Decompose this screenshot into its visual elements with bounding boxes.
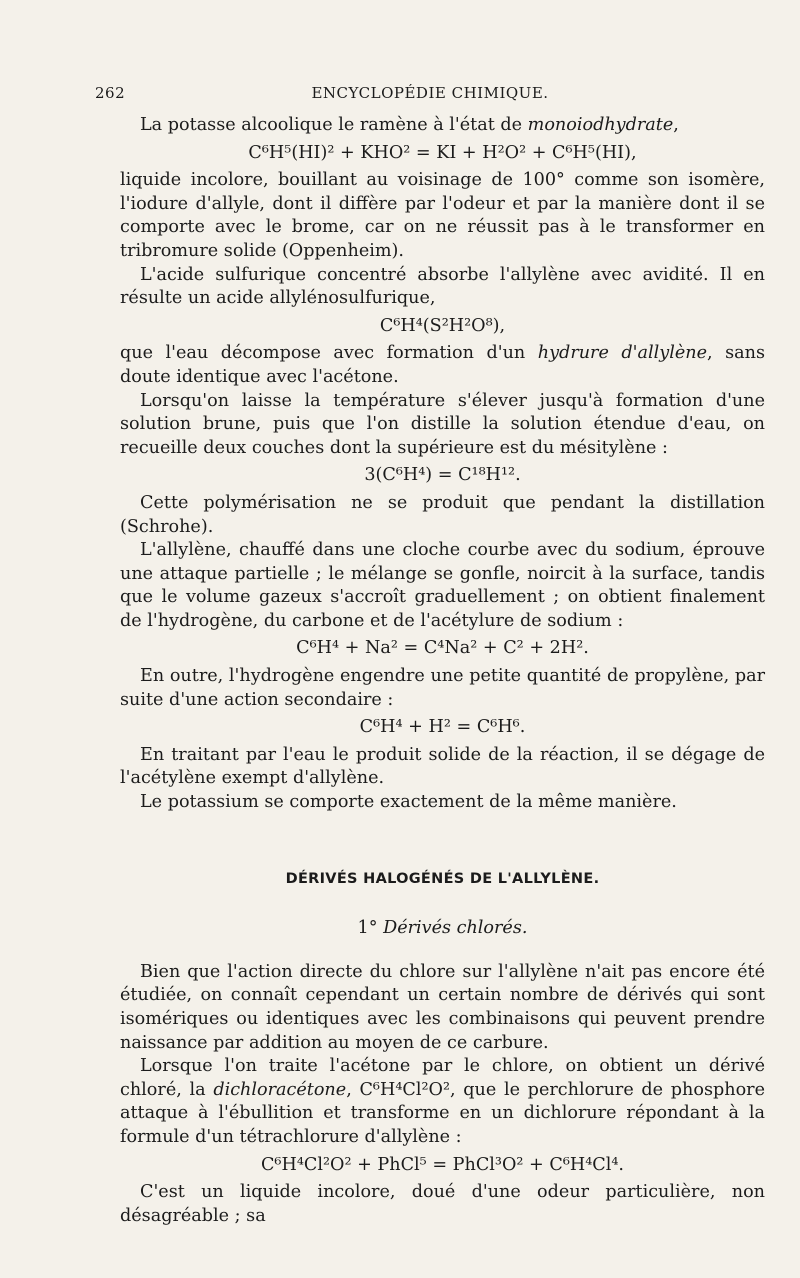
text-run: La potasse alcoolique le ramène à l'état de xyxy=(140,115,528,135)
chemical-formula: C⁶H⁴(S²H²O⁸), xyxy=(379,315,506,336)
italic-term: monoiodhydrate xyxy=(527,115,674,135)
text-run: que l'eau décompose avec formation d'un xyxy=(120,343,538,364)
chemical-equation: C⁶H⁵(HI)² + KHO² = KI + H²O² + C⁶H⁵(HI), xyxy=(248,142,637,163)
section-title: DÉRIVÉS HALOGÉNÉS DE L'ALLYLÈNE. xyxy=(285,870,600,887)
paragraph: Bien que l'action directe du chlore sur l'allylène n'ait pas encore été étudiée, on connaît cependant un certain nombre de dérivés qui sont isomériques ou identiques avec les combinaisons qui peuvent prendre naissance par addition au moyen de ce carbure. xyxy=(120,961,765,1053)
subsection-label: Dérivés chlorés. xyxy=(383,918,528,939)
paragraph: Cette polymérisation ne se produit que pendant la distillation (Schrohe). xyxy=(120,492,765,537)
paragraph xyxy=(120,114,765,138)
text-run: , C⁶H⁴Cl²O², que le perchlorure de phosphore attaque à l'ébullition et transforme en un dichlorure répondant à la formule d'un tétrachlorure d'allylène : xyxy=(120,1079,766,1147)
italic-term: hydrure d'allylène xyxy=(537,343,707,364)
text-run: , sans doute identique avec l'acétone. xyxy=(120,343,765,387)
text-run: , xyxy=(673,115,679,135)
text-run: Lorsque l'on traite l'acétone par le chlore, on obtient un dérivé chloré, la xyxy=(120,1056,765,1100)
page-number: 262 xyxy=(95,84,126,102)
paragraph: liquide incolore, bouillant au voisinage de 100° comme son isomère, l'iodure d'allyle, dont il diffère par l'odeur et par la manière dont il se comporte avec le brome, car on ne réussit pas à le transformer en tribromure solide (Oppenheim). xyxy=(120,170,765,261)
paragraph: En traitant par l'eau le produit solide de la réaction, il se dégage de l'acétylène exempt d'allylène. xyxy=(120,744,765,789)
paragraph xyxy=(120,1055,765,1149)
subsection-number: 1° xyxy=(357,918,384,939)
paragraph: En outre, l'hydrogène engendre une petite quantité de propylène, par suite d'une action secondaire : xyxy=(120,666,765,710)
subsection-title xyxy=(120,917,765,941)
paragraph: Le potassium se comporte exactement de la même manière. xyxy=(140,792,677,813)
italic-term: dichloracétone xyxy=(213,1079,347,1100)
running-head: ENCYCLOPÉDIE CHIMIQUE. xyxy=(311,84,549,102)
paragraph: Lorsqu'on laisse la température s'élever jusqu'à formation d'une solution brune, puis que l'on distille la solution étendue d'eau, on recueille deux couches dont la supérieure est du mésitylène : xyxy=(120,390,765,458)
paragraph: C'est un liquide incolore, doué d'une odeur particulière, non désagréable ; sa xyxy=(120,1182,765,1226)
paragraph: L'acide sulfurique concentré absorbe l'allylène avec avidité. Il en résulte un acide allylénosulfurique, xyxy=(120,264,765,309)
chemical-equation: 3(C⁶H⁴) = C¹⁸H¹². xyxy=(364,465,521,486)
paragraph: L'allylène, chauffé dans une cloche courbe avec du sodium, éprouve une attaque partielle ; le mélange se gonfle, noircit à la surface, tandis que le volume gazeux s'accroît graduellement ; on obtient finalement de l'hydrogène, du carbone et de l'acétylure de sodium : xyxy=(120,540,765,631)
paragraph xyxy=(120,342,765,389)
body-text xyxy=(120,114,765,1228)
chemical-equation: C⁶H⁴ + H² = C⁶H⁶. xyxy=(359,717,526,738)
chemical-equation: C⁶H⁴Cl²O² + PhCl⁵ = PhCl³O² + C⁶H⁴Cl⁴. xyxy=(260,1154,625,1175)
chemical-equation: C⁶H⁴ + Na² = C⁴Na² + C² + 2H². xyxy=(296,638,589,659)
